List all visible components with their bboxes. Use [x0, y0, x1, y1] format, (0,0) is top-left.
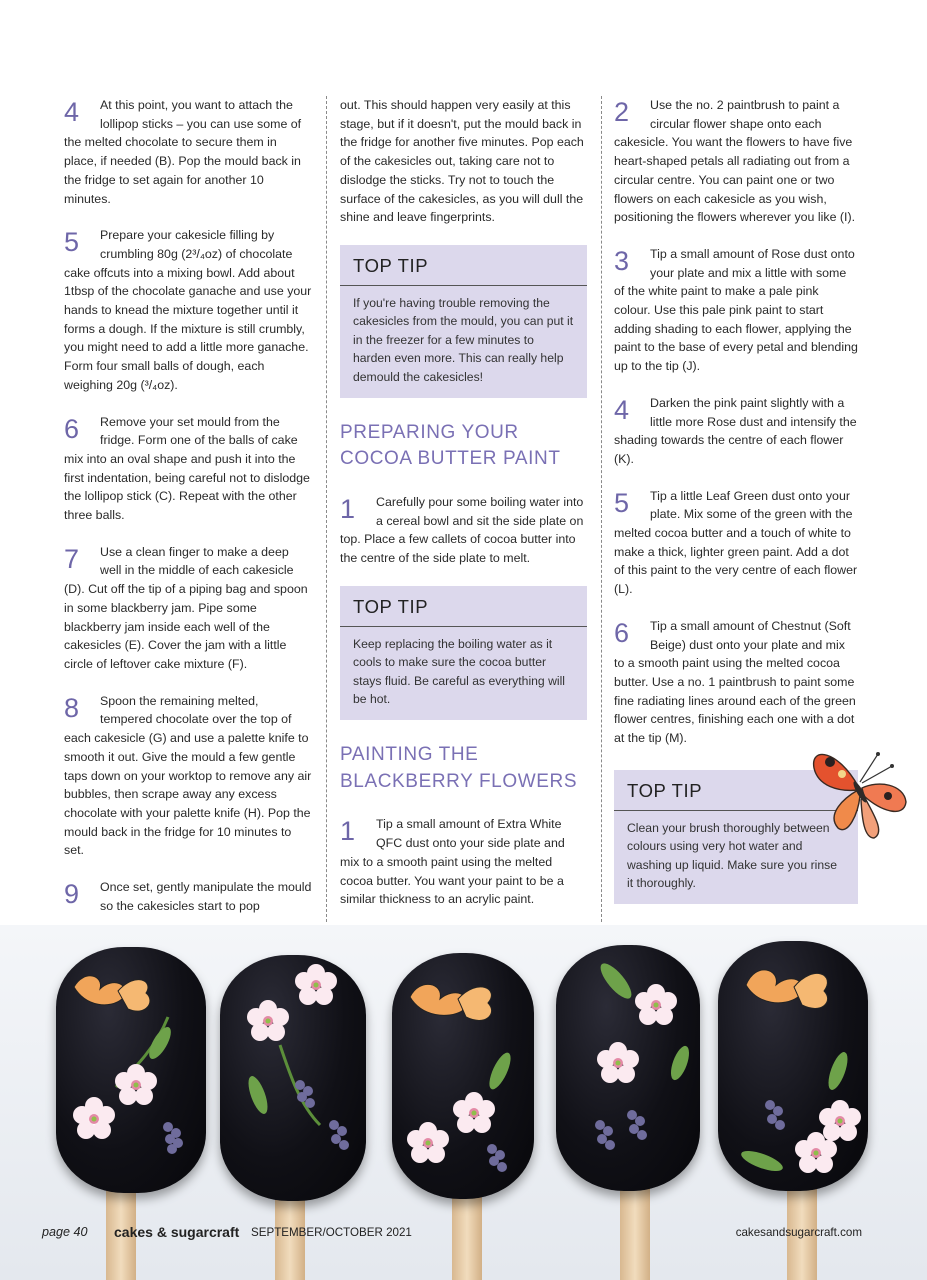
issue-date: SEPTEMBER/OCTOBER 2021	[251, 1226, 412, 1239]
page-number: page 40	[42, 1225, 88, 1239]
column-2	[340, 96, 587, 927]
flowers-step-1	[340, 815, 587, 909]
top-tip-body: If you're having trouble removing the cakesicles from the mould, you can put it in the freezer for a few minutes to harden even more. This can really help demould the cakesicles!	[353, 295, 574, 384]
step-number: 4	[614, 394, 630, 425]
step-number: 5	[64, 227, 80, 258]
step-text: Tip a small amount of Extra White QFC dust onto your side plate and mix to a smooth paint using the melted cocoa butter. You want your paint to be a similar thickness to an acrylic paint.	[340, 817, 565, 907]
step-number: 7	[64, 543, 80, 574]
column-divider-2	[601, 96, 602, 922]
top-tip-title: TOP TIP	[340, 245, 587, 286]
step-text: Darken the pink paint slightly with a little more Rose dust and intensify the shading towards the centre of each flower (K).	[614, 395, 857, 466]
step-text: Use the no. 2 paintbrush to paint a circular flower shape onto each cakesicle. You want the flowers to have five heart-shaped petals all radiating out from a circular centre. You can paint one or two flowers on each cakesicle as you wish, positioning the flowers wherever you like (I).	[614, 98, 856, 225]
step-5b	[614, 487, 858, 599]
section-title-cocoa-butter: PREPARING YOUR COCOA BUTTER PAINT	[340, 421, 561, 470]
step-text: Once set, gently manipulate the mould so the cakesicles start to pop	[100, 880, 312, 913]
cakesicle-2	[220, 955, 366, 1201]
step-text: Use a clean finger to make a deep well in the middle of each cakesicle (D). Cut off the tip of a piping bag and spoon in some blackberry jam. Pipe some blackberry jam inside each well of the cakesicles (E). Cover the jam with a little circle of leftover cake mixture (F).	[64, 544, 308, 671]
top-tip-box-1	[340, 245, 587, 398]
top-tip-title: TOP TIP	[614, 770, 858, 811]
step-5	[64, 226, 312, 394]
website-link[interactable]: cakesandsugarcraft.com	[735, 1226, 862, 1239]
butterfly-icon	[808, 740, 913, 845]
cakesicle-1	[56, 947, 206, 1193]
step-number: 2	[614, 97, 630, 127]
flower-decoration	[392, 953, 534, 1199]
flower-decoration	[220, 955, 366, 1201]
cocoa-step-1	[340, 493, 587, 568]
step-6	[64, 413, 312, 525]
step-text: Tip a little Leaf Green dust onto your plate. Mix some of the green with the melted cocoa butter and a touch of white to make a thick, lighter green paint. Add a dot of this paint to the very centre of each flower (L).	[614, 488, 858, 597]
cakesicle-5	[718, 941, 868, 1191]
step-number: 9	[64, 879, 80, 910]
step-number: 8	[64, 692, 80, 723]
page-footer	[42, 1225, 862, 1245]
magazine-name: cakes & sugarcraft	[114, 1224, 240, 1240]
step-3	[614, 245, 858, 376]
step-text: Spoon the remaining melted, tempered chocolate over the top of each cakesicle (G) and use a palette knife to smooth it out. Give the mould a few gentle taps down on your worktop to remove any air bubbles, then scrape away any excess chocolate with your palette knife (H). Pop the mould back in the fridge for 10 minutes to set.	[64, 693, 312, 858]
step-number: 6	[64, 413, 80, 444]
step-text: At this point, you want to attach the lollipop sticks – you can use some of the melted chocolate to secure them in place, if needed (B). Pop the mould back in the fridge to set again for another 10 minutes.	[64, 98, 302, 206]
top-tip-body: Clean your brush thoroughly between colours using very hot water and washing up liquid. Make sure you rinse it thoroughly.	[627, 820, 838, 891]
step-number: 5	[614, 487, 630, 518]
step-text: Remove your set mould from the fridge. Form one of the balls of cake mix into an oval shape and push it into the first indentation, being careful not to dislodge the lollipop stick (C). Repeat with the other three balls.	[64, 414, 310, 523]
step-number: 4	[64, 97, 80, 127]
step-text: Tip a small amount of Chestnut (Soft Beige) dust onto your plate and mix to a smooth paint using the melted cocoa butter. Use a no. 1 paintbrush to paint some fine radiating lines around each of the green flower centres, finishing each one with a dot at the tip (M).	[614, 618, 856, 746]
flower-decoration	[718, 941, 868, 1191]
step-number: 1	[340, 816, 356, 847]
step-text: Prepare your cakesicle filling by crumbling 80g (2³/₄oz) of chocolate cake offcuts into a mixing bowl. Add about 1tbsp of the chocolate ganache and use your hands to knead the mixture together until it forms a dough. If the mixture is still crumbly, you might need to add a little more ganache. Form four small balls of dough, each weighing 20g (³/₄oz).	[64, 228, 312, 392]
step-number: 6	[614, 617, 630, 648]
step-number: 1	[340, 493, 356, 524]
step-4	[64, 96, 312, 208]
step-2	[614, 96, 858, 227]
step-text: Tip a small amount of Rose dust onto your plate and mix a little with some of the white paint to make a pale pink colour. Use this pale pink paint to start adding shading to each flower, applying the paint to the base of every petal and blending up to the tip (J).	[614, 246, 858, 374]
step-7	[64, 543, 312, 674]
top-tip-body: Keep replacing the boiling water as it cools to make sure the cocoa butter stays fluid. Be careful as everything will be hot.	[353, 636, 566, 706]
step-8	[64, 692, 312, 860]
step-6b	[614, 617, 858, 748]
section-title-blackberry-flowers: PAINTING THE BLACKBERRY FLOWERS	[340, 744, 578, 792]
column-divider-1	[326, 96, 327, 922]
column-1	[64, 96, 312, 933]
step-9	[64, 878, 312, 915]
cakesicle-3	[392, 953, 534, 1199]
top-tip-title: TOP TIP	[340, 586, 587, 627]
continuation-text: out. This should happen very easily at this stage, but if it doesn't, put the mould back in the fridge for another five minutes. Pop each of the cakesicles out, taking care not to dislodge the sticks. Try not to touch the surface of the cakesicles, as you will dull the shine and leave fingerprints.	[340, 98, 584, 225]
step-4b	[614, 394, 858, 469]
top-tip-box-2	[340, 586, 587, 721]
flower-decoration	[56, 947, 206, 1193]
step-number: 3	[614, 245, 630, 276]
step-text: Carefully pour some boiling water into a cereal bowl and sit the side plate on top. Place a few callets of cocoa butter into the centre of the side plate to melt.	[340, 494, 584, 566]
flower-decoration	[556, 945, 700, 1191]
cakesicle-4	[556, 945, 700, 1191]
